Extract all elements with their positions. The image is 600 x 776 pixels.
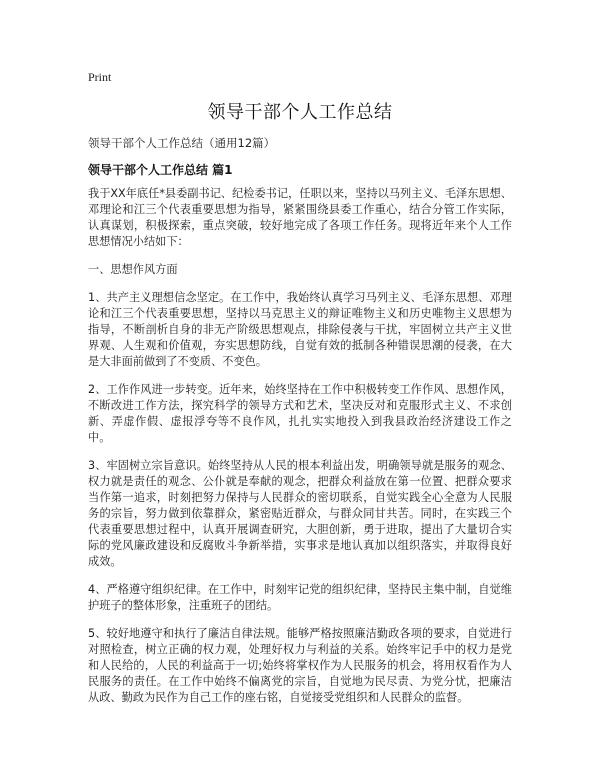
paragraph-item-5: 5、较好地遵守和执行了廉洁自律法规。能够严格按照廉洁勤政各项的要求，自觉进行对照检查，树立正确的权力观，处理好权力与利益的关系。始终牢记手中的权力是党和人民给的，人民的利益高于一切;始终将掌权作为人民服务的机会，将用权看作为人民服务的责任。在工作中始终不偏离党的宗旨，自觉地为民尽责、为党分忧，把廉洁从政、勤政为民作为自己工作的座右铭，自觉接受党组织和人民群众的监督。 (88, 627, 512, 704)
print-label[interactable]: Print (88, 70, 112, 84)
paragraph-item-3: 3、牢固树立宗旨意识。始终坚持从人民的根本利益出发，明确领导就是服务的观念、权力就是责任的观念、公仆就是奉献的观念，把群众利益放在第一位置、把群众要求当作第一追求，时刻把努力保持与人民群众的密切联系，自觉实践全心全意为人民服务的宗旨，努力做到依靠群众，紧密贴近群众，与群众同甘共苦。同时，在实践三个代表重要思想过程中，认真开展调查研究，大胆创新，勇于进取，提出了大量切合实际的党风廉政建设和反腐败斗争新举措，实事求是地认真加以组织落实，并取得良好成效。 (88, 459, 512, 568)
paragraph-item-2: 2、工作作风进一步转变。近年来，始终坚持在工作中积极转变工作作风、思想作风，不断改进工作方法，探究科学的领导方式和艺术，坚决反对和克服形式主义、不求创新、弄虚作假、虚报浮夸等不良作风，扎扎实实地投入到我县政治经济建设工作之中。 (88, 383, 512, 444)
paragraph-item-1: 1、共产主义理想信念坚定。在工作中，我始终认真学习马列主义、毛泽东思想、邓理论和江三个代表重要思想，坚持以马克思主义的辩证唯物主义和历史唯物主义思想为指导，不断剖析自身的非无产阶级思想观点，排除侵袭与干扰，牢固树立共产主义世界观、人生观和价值观，夯实思想防线，自觉有效的抵制各种错误思潮的侵袭，在大是大非面前做到了不变质、不变色。 (88, 291, 512, 368)
document-body (88, 186, 512, 718)
document-subtitle: 领导干部个人工作总结（通用12篇） (88, 136, 276, 150)
document-title: 领导干部个人工作总结 (207, 102, 393, 123)
paragraph-item-4: 4、严格遵守组织纪律。在工作中，时刻牢记党的组织纪律，坚持民主集中制，自觉维护班子的整体形象，注重班子的团结。 (88, 583, 512, 612)
paragraph-heading-thought-style: 一、思想作风方面 (88, 263, 178, 276)
paragraph-intro: 我于XX年底任*县委副书记、纪检委书记，任职以来，坚持以马列主义、毛泽东思想、邓理论和江三个代表重要思想为指导，紧紧围绕县委工作重心，结合分管工作实际，认真谋划，积极探索，重点突破，较好地完成了各项工作任务。现将近年来个人工作思想情况小结如下： (88, 187, 512, 248)
section-heading: 领导干部个人工作总结 篇1 (88, 163, 233, 177)
